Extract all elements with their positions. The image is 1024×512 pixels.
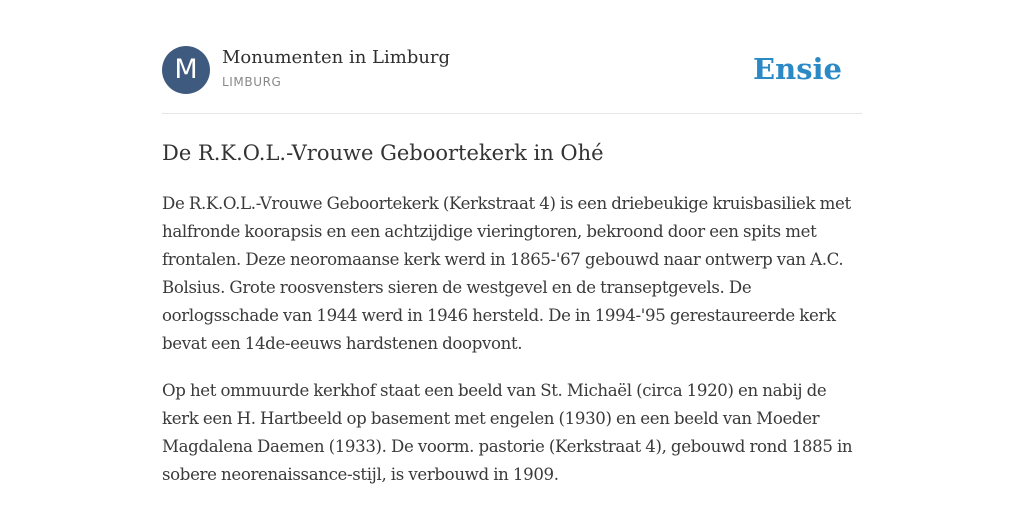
article-paragraph: Op het ommuurde kerkhof staat een beeld van St. Michaël (circa 1920) en nabij de kerk een H. Hartbeeld op basement met engelen (1930) en een beeld van Moeder Magdalena Daemen (1933). De voorm. pastorie (Kerkstraat 4), gebouwd rond 1885 in sobere neorenaissance-stijl, is verbouwd in 1909. xyxy=(162,381,853,484)
article-paragraph: De R.K.O.L.-Vrouwe Geboortekerk (Kerkstraat 4) is een driebeukige kruisbasiliek met halfronde koorapsis en een achtzijdige vieringtoren, bekroond door een spits met frontalen. Deze neoromaanse kerk werd in 1865-'67 gebouwd naar ontwerp van A.C. Bolsius. Grote roosvensters sieren de westgevel en de transeptgevels. De oorlogsschade van 1944 werd in 1946 hersteld. De in 1994-'95 gerestaureerde kerk bevat een 14de-eeuws hardstenen doopvont. xyxy=(162,194,851,353)
page xyxy=(162,0,862,512)
article-title: De R.K.O.L.-Vrouwe Geboortekerk in Ohé xyxy=(162,141,604,165)
site-region-label: LIMBURG xyxy=(222,75,282,89)
article-body xyxy=(162,190,862,508)
header xyxy=(162,46,862,96)
header-divider xyxy=(162,113,862,114)
brand-logo-link[interactable]: Ensie xyxy=(753,52,842,86)
site-name-link[interactable]: Monumenten in Limburg xyxy=(222,47,451,68)
avatar[interactable]: M xyxy=(162,46,210,94)
